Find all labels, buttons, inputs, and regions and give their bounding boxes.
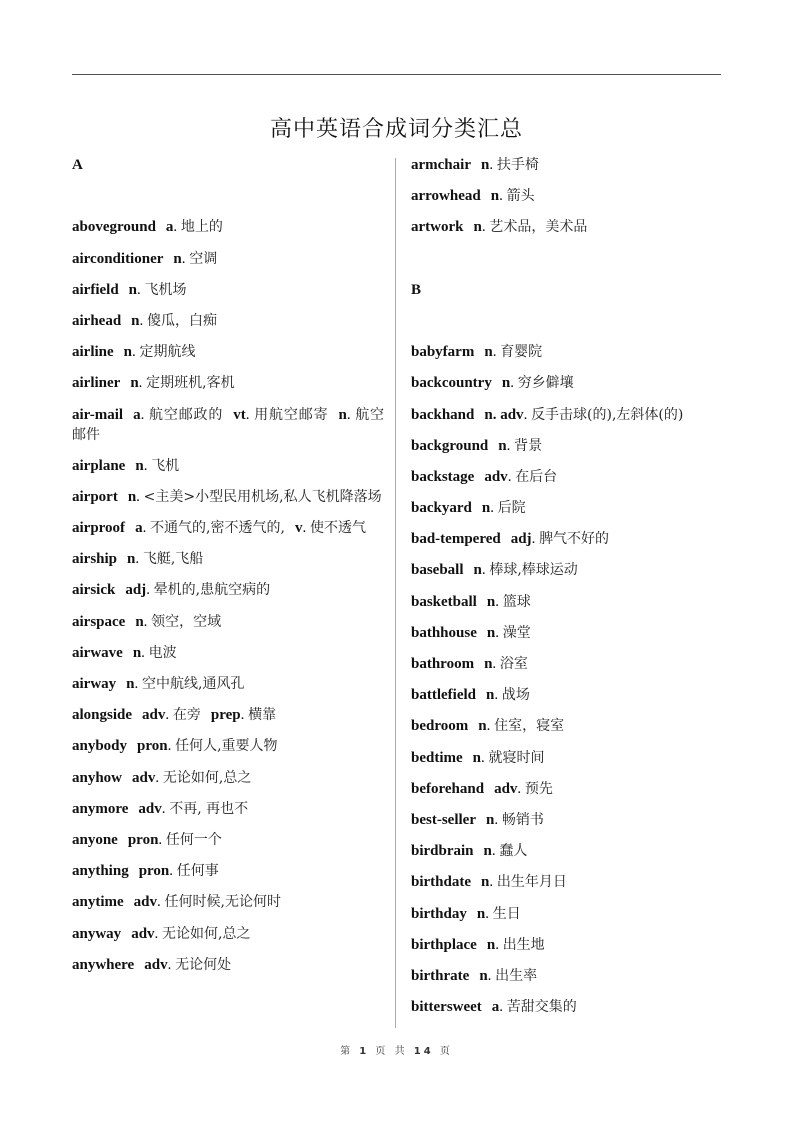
part-of-speech: adj [125,582,147,599]
entry-word: bedroom [411,718,469,735]
part-of-speech: adv [484,468,508,485]
definition: 箭头 [506,188,535,205]
part-of-speech: adv [131,925,155,942]
part-of-speech: n [473,562,482,579]
part-of-speech: n [476,905,486,922]
entry-word: airway [72,676,117,693]
entry-word: aboveground [72,219,156,236]
vocab-entry: backstage adv. 在后台 [411,468,558,485]
definition: 背景 [514,437,543,454]
definition: 使不透气 [309,520,366,537]
part-of-speech: a [135,520,143,537]
part-of-speech: adv [132,769,156,786]
definition: 横靠 [248,707,277,724]
part-of-speech: n [486,593,496,610]
definition: 航空邮政的 [148,406,224,423]
definition: 飞机 [151,457,180,474]
vocab-entry: birthplace n. 出生地 [411,936,545,953]
definition: 扶手椅 [496,157,539,173]
column-divider [395,158,396,1028]
part-of-speech: n [484,344,493,361]
part-of-speech: n [473,219,482,236]
entry-word: baseball [411,562,464,579]
part-of-speech: a [133,406,141,423]
entry-word: backstage [411,468,475,485]
part-of-speech: a [491,999,500,1016]
definition: <主美>小型民用机场,私人飞机降落场 [143,488,382,505]
part-of-speech: adv [144,956,168,973]
vocab-entry: bathroom n. 浴室 [411,656,528,673]
part-of-speech: n [127,551,136,568]
entry-word: airconditioner [72,250,164,267]
part-of-speech: n [498,437,507,454]
part-of-speech: n [490,188,500,205]
entry-word: bedtime [411,749,463,766]
definition: 电波 [148,644,177,661]
vocab-entry: airhead n. 傻瓜，白痴 [72,312,218,329]
part-of-speech: n [480,157,490,173]
current-page-number: 1 [359,1046,370,1057]
part-of-speech: n [173,250,182,267]
entry-word: backyard [411,500,472,517]
right-entry-list-b [411,342,731,1017]
entry-word: basketball [411,593,477,610]
part-of-speech: v [294,520,303,537]
vocab-entry: basketball n. 篮球 [411,593,531,610]
entry-word: airproof [72,520,126,537]
part-of-speech: n [135,613,144,630]
part-of-speech: n [127,488,137,505]
entry-word: armchair [411,157,471,173]
entry-word: anytime [72,894,124,911]
vocab-entry: armchair n. 扶手椅 [411,157,539,173]
definition: 出生年月日 [496,874,567,891]
entry-word: airport [72,488,118,505]
part-of-speech: n [485,811,495,828]
entry-word: alongside [72,707,133,724]
definition: 定期航线 [139,344,196,361]
part-of-speech: n [478,718,487,735]
entry-word: best-seller [411,811,476,828]
part-of-speech: n [128,281,137,298]
definition: 预先 [524,780,553,797]
entry-word: birdbrain [411,843,474,860]
entry-word: arrowhead [411,188,481,205]
part-of-speech: adv [494,780,518,797]
definition: 地上的 [180,219,223,236]
definition: 无论何处 [175,956,232,973]
header-rule [72,74,721,75]
vocab-entry: airship n. 飞艇,飞船 [72,551,204,568]
definition: 在旁 [172,707,201,724]
vocab-entry: airconditioner n. 空调 [72,250,218,267]
vocab-entry: birthdate n. 出生年月日 [411,874,567,891]
total-pages: 14 [413,1046,434,1057]
entry-word: airsick [72,582,116,599]
vocab-entry: battlefield n. 战场 [411,687,530,704]
section-heading-b: B [411,281,422,298]
entry-word: airspace [72,613,126,630]
part-of-speech: n [338,406,347,423]
definition: 育婴院 [500,344,543,361]
part-of-speech: prep [210,707,241,724]
vocab-entry: bittersweet a. 苦甜交集的 [411,999,577,1016]
vocab-entry: airsick adj. 晕机的,患航空病的 [72,582,271,599]
vocab-entry: anyhow adv. 无论如何,总之 [72,769,252,786]
definition: 战场 [501,687,530,704]
part-of-speech: n [484,656,493,673]
definition: 穷乡僻壤 [517,375,574,392]
entry-word: anyone [72,831,118,848]
entry-word: bathroom [411,656,475,673]
left-entry-list [72,217,384,974]
definition: 脾气不好的 [539,531,610,548]
footer-prefix: 第 [340,1046,354,1057]
part-of-speech: n [472,749,482,766]
part-of-speech: n [483,843,492,860]
part-of-speech: n [481,500,491,517]
definition: 篮球 [502,593,531,610]
vocab-entry: alongside adv. 在旁 prep. 横靠 [72,707,277,724]
part-of-speech: n [126,676,135,693]
entry-word: bathhouse [411,624,477,641]
definition: 在后台 [515,468,558,485]
definition: 无论如何,总之 [162,769,252,786]
part-of-speech: n [479,967,488,984]
definition: 晕机的,患航空病的 [153,582,271,599]
section-heading-a: A [72,157,83,173]
entry-word: airhead [72,312,122,329]
definition: 后院 [497,500,526,517]
entry-word: anyway [72,925,122,942]
part-of-speech: n [486,624,496,641]
vocab-entry: airwave n. 电波 [72,644,177,661]
part-of-speech: adj [510,531,532,548]
vocab-entry: bathhouse n. 澡堂 [411,624,531,641]
entry-word: beforehand [411,780,485,797]
entry-word: battlefield [411,687,476,704]
entry-word: birthrate [411,967,470,984]
vocab-entry: airspace n. 领空，空域 [72,613,222,630]
vocab-entry: birthday n. 生日 [411,905,521,922]
definition: 不再, 再也不 [169,800,249,817]
definition: 反手击球(的),左斜体(的) [531,406,684,423]
vocab-entry: background n. 背景 [411,437,543,454]
definition: 蠢人 [499,843,528,860]
entry-word: backhand [411,406,475,423]
definition: 飞机场 [144,281,187,298]
page-footer [0,1042,793,1057]
vocab-entry: bedroom n. 住室，寝室 [411,718,565,735]
entry-word: artwork [411,219,464,236]
section-spacer [411,249,731,280]
definition: 空调 [189,250,218,267]
entry-word: anymore [72,800,129,817]
entry-word: airplane [72,457,126,474]
entry-word: background [411,437,489,454]
definition: 就寝时间 [488,749,545,766]
vocab-entry: airline n. 定期航线 [72,344,196,361]
vocab-entry: air-mail a. 航空邮政的 vt. 用航空邮寄 n. 航空邮件 [72,406,385,443]
definition: 飞艇,飞船 [142,551,204,568]
vocab-entry: anything pron. 任何事 [72,863,219,880]
vocab-entry: anywhere adv. 无论何处 [72,956,232,973]
part-of-speech: n [135,457,144,474]
definition: 航空邮件 [72,406,385,443]
entry-word: bad-tempered [411,531,501,548]
vocab-entry: airproof a. 不通气的,密不透气的, v. 使不透气 [72,520,366,537]
vocab-entry: anyway adv. 无论如何,总之 [72,925,251,942]
entry-word: bittersweet [411,999,482,1016]
definition: 住室，寝室 [494,718,565,735]
definition: 艺术品，美术品 [489,219,588,236]
vocab-entry: birdbrain n. 蠢人 [411,843,528,860]
vocab-entry: airway n. 空中航线,通风孔 [72,676,245,693]
part-of-speech: n [131,312,140,329]
definition: 苦甜交集的 [506,999,577,1016]
vocab-entry: airliner n. 定期班机,客机 [72,375,235,392]
vocab-entry: airport n. <主美>小型民用机场,私人飞机降落场 [72,488,382,505]
vocab-entry: anytime adv. 任何时候,无论何时 [72,894,281,911]
part-of-speech: n [130,375,139,392]
entry-word: anything [72,863,129,880]
vocab-entry: artwork n. 艺术品，美术品 [411,219,588,236]
definition: 用航空邮寄 [254,406,329,423]
vocab-entry: airfield n. 飞机场 [72,281,187,298]
vocab-entry: anybody pron. 任何人,重要人物 [72,738,278,755]
part-of-speech: vt [233,406,246,423]
vocab-entry: bad-tempered adj. 脾气不好的 [411,531,610,548]
right-entry-list-a [411,155,731,237]
vocab-entry: backcountry n. 穷乡僻壤 [411,375,574,392]
definition: 畅销书 [501,811,544,828]
part-of-speech: adv [133,894,158,911]
entry-word: airliner [72,375,121,392]
left-column [72,155,384,986]
definition: 澡堂 [502,624,531,641]
vocab-entry: anyone pron. 任何一个 [72,831,222,848]
entry-word: airline [72,344,114,361]
vocab-entry: arrowhead n. 箭头 [411,188,535,205]
definition: 出生地 [502,936,545,953]
vocab-entry: beforehand adv. 预先 [411,780,553,797]
definition: 定期班机,客机 [146,375,235,392]
entry-word: airwave [72,644,123,661]
entry-word: anywhere [72,956,135,973]
part-of-speech: n [132,644,142,661]
vocab-entry: best-seller n. 畅销书 [411,811,544,828]
definition: 出生率 [495,967,538,984]
entry-word: airfield [72,281,119,298]
entry-word: airship [72,551,118,568]
vocab-entry: bedtime n. 就寝时间 [411,749,545,766]
entry-word: birthday [411,905,467,922]
part-of-speech: pron [127,831,159,848]
definition: 浴室 [499,656,528,673]
vocab-entry: birthrate n. 出生率 [411,967,538,984]
part-of-speech: adv [138,800,162,817]
definition: 任何人,重要人物 [175,738,278,755]
vocab-entry: aboveground a. 地上的 [72,219,223,236]
entry-word: backcountry [411,375,492,392]
part-of-speech: n [501,375,511,392]
part-of-speech: n [481,874,490,891]
entry-word: air-mail [72,406,124,423]
part-of-speech: n [123,344,133,361]
part-of-speech: n. adv [484,406,524,423]
definition: 傻瓜，白痴 [147,312,218,329]
vocab-entry: baseball n. 棒球,棒球运动 [411,562,578,579]
entry-word: anyhow [72,769,123,786]
definition: 任何一个 [165,831,222,848]
definition: 生日 [492,905,521,922]
vocab-entry: backyard n. 后院 [411,500,526,517]
entry-word: anybody [72,738,128,755]
right-column [411,155,731,1028]
entry-word: babyfarm [411,344,475,361]
vocab-entry: backhand n. adv. 反手击球(的),左斜体(的) [411,406,684,423]
definition: 棒球,棒球运动 [489,562,578,579]
vocab-entry: airplane n. 飞机 [72,457,180,474]
part-of-speech: pron [137,738,168,755]
definition: 领空，空域 [151,613,222,630]
definition: 不通气的,密不透气的, [150,520,285,537]
vocab-entry: anymore adv. 不再, 再也不 [72,800,249,817]
entry-word: birthdate [411,874,471,891]
footer-suffix: 页 [439,1046,453,1057]
part-of-speech: a [165,219,174,236]
footer-mid: 页 共 [375,1046,408,1057]
document-title: 高中英语合成词分类汇总 [269,117,523,142]
part-of-speech: n [486,687,495,704]
entry-word: birthplace [411,936,477,953]
part-of-speech: n [486,936,496,953]
definition: 空中航线,通风孔 [142,676,245,693]
vocab-entry: babyfarm n. 育婴院 [411,344,543,361]
definition: 任何时候,无论何时 [164,894,281,911]
definition: 任何事 [176,863,219,880]
definition: 无论如何,总之 [162,925,251,942]
part-of-speech: pron [138,863,170,880]
part-of-speech: adv [142,707,166,724]
